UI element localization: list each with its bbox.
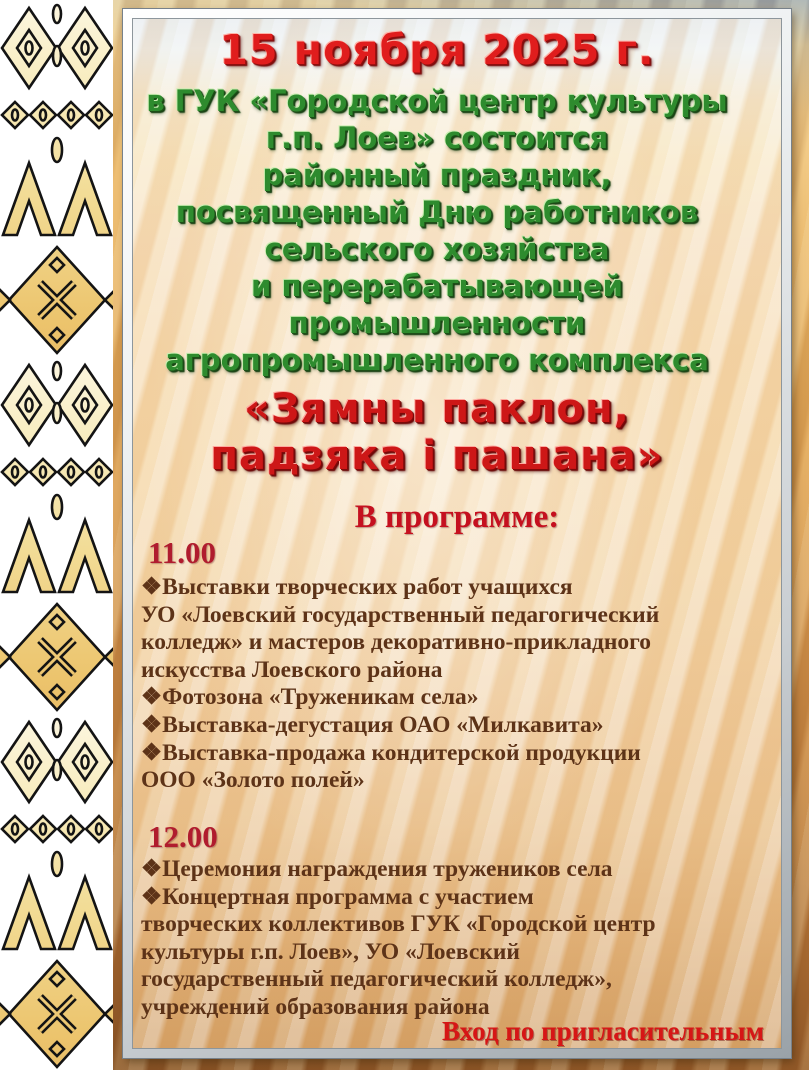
belarusian-ornament-icon [0, 0, 113, 1070]
program-item-line: ❖Выставка-продажа кондитерской продукции [141, 739, 641, 766]
program-item-line: культуры г.п. Лоев», УО «Лоевский [141, 938, 520, 965]
session-time: 12.00 [148, 819, 218, 854]
program-item-line: ООО «Золото полей» [141, 767, 365, 794]
intro-line: районный праздник, [262, 158, 612, 192]
session-items [141, 574, 778, 795]
poster-content [132, 18, 782, 1049]
entry-note: Вход по пригласительным [442, 1016, 764, 1046]
intro-line: и перерабатывающей [251, 269, 623, 303]
intro-line: сельского хозяйства [264, 232, 610, 266]
slogan-line: «Зямны паклон, [244, 386, 630, 432]
slogan [138, 386, 736, 480]
intro-line: агропромышленного комплекса [165, 343, 709, 377]
program-item-line: ❖Церемония награждения тружеников села [141, 856, 613, 882]
program-item-line: творческих коллективов ГУК «Городской центр [141, 911, 656, 938]
poster-frame [123, 9, 791, 1058]
slogan-line: падзяка і пашана» [210, 433, 664, 479]
ornament-strip [0, 0, 113, 1070]
program-item-line: ❖Выставка-дегустация ОАО «Милкавита» [141, 711, 604, 738]
program-item-line: учреждений образования района [141, 993, 490, 1020]
session-time: 11.00 [148, 535, 217, 570]
intro-text [138, 83, 736, 379]
date-title: 15 ноября 2025 г. [219, 26, 655, 74]
program-header: В программе: [354, 499, 560, 535]
program-item-line: ❖Концертная программа с участием [141, 883, 534, 910]
program-item-line: государственный педагогический колледж», [141, 966, 612, 993]
intro-line: промышленности [288, 306, 586, 340]
session-items [141, 856, 778, 1022]
announcement-block [138, 26, 736, 480]
program-item-line: ❖Фотозона «Труженикам села» [141, 684, 479, 711]
program-item-line: колледж» и мастеров декоративно-прикладного [141, 629, 651, 656]
program-item-line: УО «Лоевский государственный педагогический [141, 601, 660, 628]
intro-line: посвященный Дню работников [175, 195, 699, 229]
program-item-line: искусства Лоевского района [141, 656, 443, 683]
intro-line: в ГУК «Городской центр культуры [146, 84, 728, 118]
program-item-line: ❖Выставки творческих работ учащихся [141, 574, 573, 600]
intro-line: г.п. Лоев» состоится [265, 121, 609, 155]
